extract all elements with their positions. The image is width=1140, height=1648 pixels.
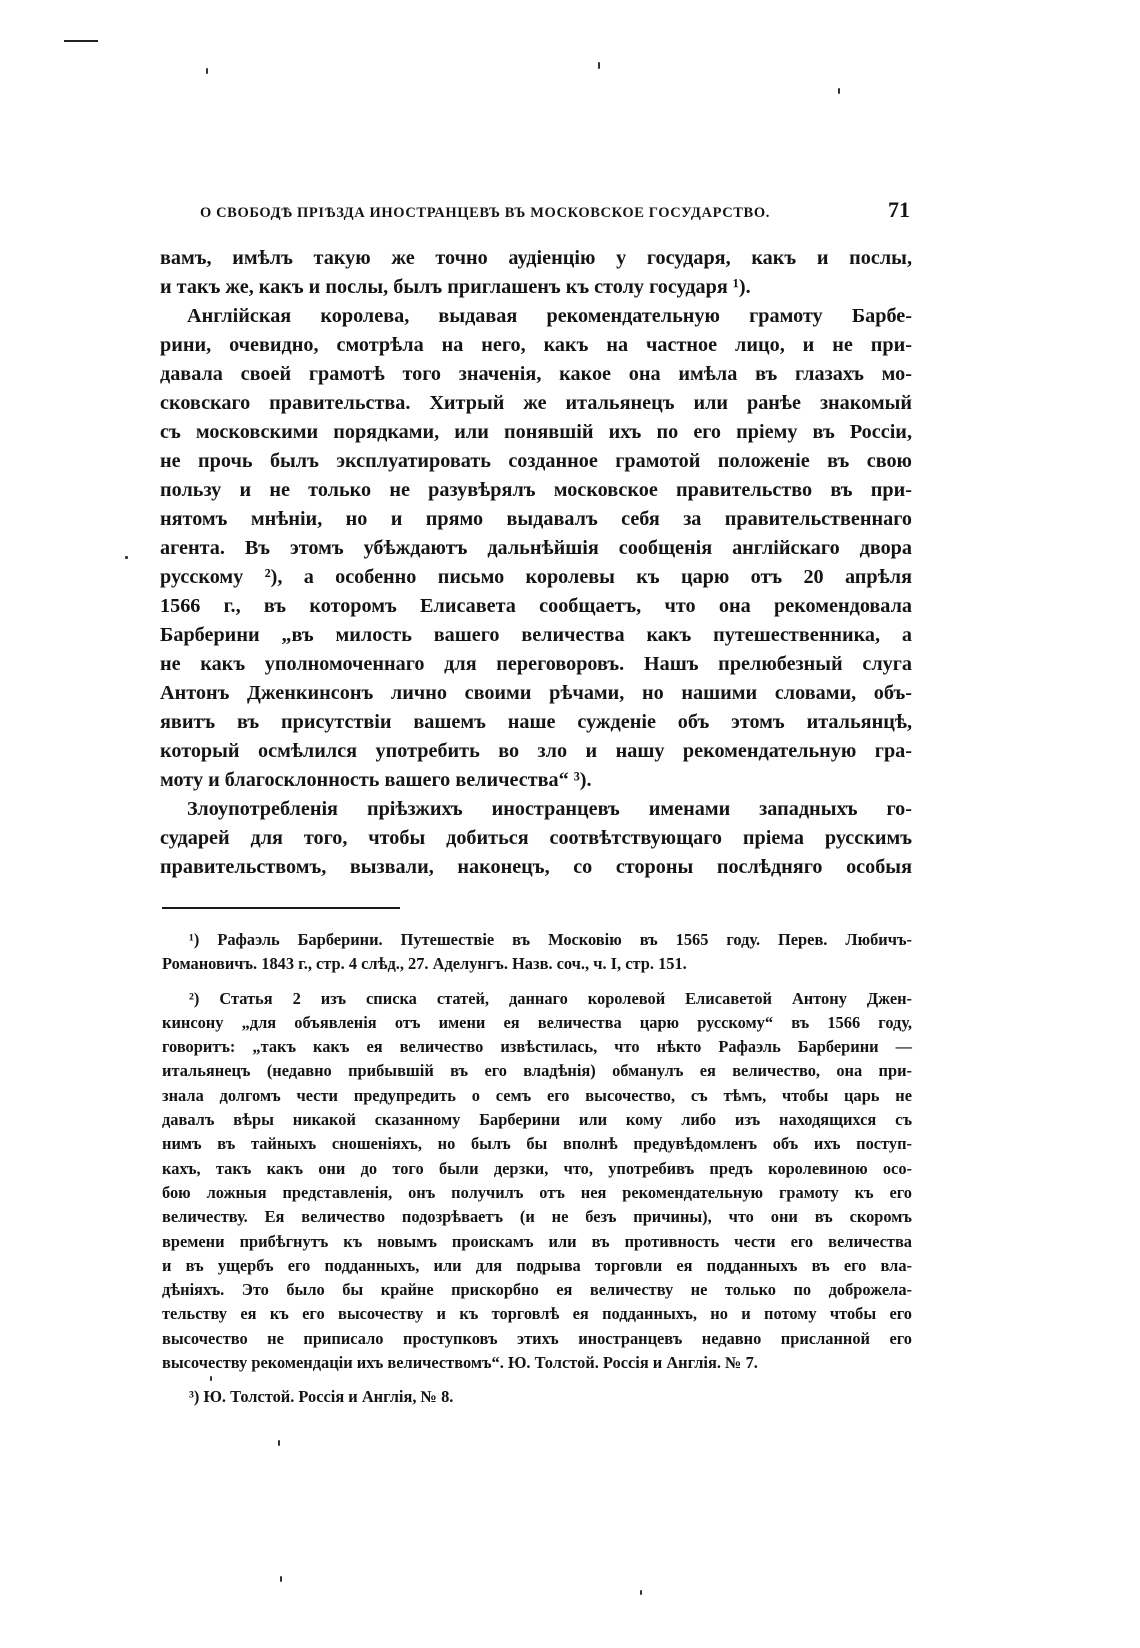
text-line: который осмѣлился употребить во зло и нашу рекомендательную гра-: [160, 740, 912, 762]
scan-speck: [640, 1590, 642, 1595]
footnote-line: говоритъ: „такъ какъ ея величество извѣстилась, что нѣкто Рафаэль Барберини —: [162, 1037, 912, 1057]
text-line: нятомъ мнѣніи, но и прямо выдавалъ себя за правительственнаго: [160, 508, 912, 530]
footnote-divider: [162, 907, 400, 909]
scan-speck: [278, 1440, 280, 1446]
text-line: Антонъ Дженкинсонъ лично своими рѣчами, но нашими словами, объ-: [160, 682, 912, 704]
scan-speck: [598, 62, 600, 69]
text-line: вамъ, имѣлъ такую же точно аудіенцію у государя, какъ и послы,: [160, 247, 912, 269]
body-text: [160, 244, 912, 882]
text-line: сударей для того, чтобы добиться соотвѣтствующаго пріема русскимъ: [160, 827, 912, 849]
text-line: давала своей грамотѣ того значенія, какое она имѣла въ глазахъ мо-: [160, 363, 912, 385]
text-line: рини, очевидно, смотрѣла на него, какъ на частное лицо, и не при-: [160, 334, 912, 356]
footnote-line: величеству. Ея величество подозрѣваетъ (и не безъ причины), что они въ скоромъ: [162, 1207, 912, 1227]
footnote-line: и въ ущербъ его подданныхъ, или для подрыва торговли ея подданныхъ въ его вла-: [162, 1255, 912, 1275]
footnote-line: высочество не приписало проступковъ этихъ иностранцевъ недавно присланной его: [162, 1328, 912, 1348]
footnote-line: бою ложныя представленія, онъ получилъ отъ нея рекомендательную грамоту къ его: [162, 1182, 912, 1202]
footnote-line: высочеству рекомендаціи ихъ величествомъ“. Ю. Толстой. Россія и Англія. № 7.: [162, 1353, 758, 1373]
scan-speck: [838, 88, 840, 94]
footnote-line: кахъ, такъ какъ они до того были дерзки, что, употребивъ предъ королевиною осо-: [162, 1158, 912, 1178]
footnote-line: ²) Статья 2 изъ списка статей, даннаго королевой Елисаветой Антону Джен-: [189, 988, 912, 1008]
text-line: Злоупотребленія пріѣзжихъ иностранцевъ именами западныхъ го-: [187, 798, 912, 820]
text-line: Барберини „въ милость вашего величества какъ путешественника, а: [160, 624, 912, 646]
running-title: О СВОБОДѢ ПРІѢЗДА ИНОСТРАНЦЕВЪ ВЪ МОСКОВСКОЕ ГОСУДАРСТВО.: [200, 205, 770, 221]
footnote-line: тельству ея къ его высочеству и къ торговлѣ ея подданныхъ, но и потому чтобы его: [162, 1304, 912, 1324]
text-line: правительствомъ, вызвали, наконецъ, со стороны послѣдняго особыя: [160, 856, 912, 878]
footnote-line: знала долгомъ чести предупредить о семъ его высочество, съ тѣмъ, чтобы царь не: [162, 1085, 912, 1105]
text-line: сковскаго правительства. Хитрый же итальянецъ или ранѣе знакомый: [160, 392, 912, 414]
text-line: агента. Въ этомъ убѣждаютъ дальнѣйшія сообщенія англійскаго двора: [160, 537, 912, 559]
footnote-line: ¹) Рафаэль Барберини. Путешествіе въ Московію въ 1565 году. Перев. Любичъ-: [189, 930, 912, 949]
text-line: Англійская королева, выдавая рекомендательную грамоту Барбе-: [187, 305, 912, 327]
scan-speck: [280, 1576, 282, 1582]
footnote-line: времени прибѣгнутъ къ новымъ проискамъ или въ противность чести его величества: [162, 1231, 912, 1251]
footnote-line: кинсону „для объявленія отъ имени ея величества царю русскому“ въ 1566 году,: [162, 1012, 912, 1032]
text-line: и такъ же, какъ и послы, былъ приглашенъ къ столу государя ¹).: [160, 276, 751, 298]
footnote-line: нимъ въ тайныхъ сношеніяхъ, но былъ бы вполнѣ предувѣдомленъ объ ихъ поступ-: [162, 1134, 912, 1154]
footnote-line: ³) Ю. Толстой. Россія и Англія, № 8.: [189, 1387, 454, 1407]
text-line: 1566 г., въ которомъ Елисавета сообщаетъ, что она рекомендовала: [160, 595, 912, 617]
text-line: моту и благосклонность вашего величества“ ³).: [160, 769, 592, 791]
footnote-line: дѣніяхъ. Это было бы крайне прискорбно ея величеству не только по доброжела-: [162, 1280, 912, 1300]
scan-speck: [206, 68, 208, 74]
text-line: съ московскими порядками, или понявшій ихъ по его пріему въ Россіи,: [160, 421, 912, 443]
footnote-line: итальянецъ (недавно прибывшій въ его владѣнія) обманулъ ея величество, она при-: [162, 1061, 912, 1081]
footnote-line: давалъ вѣры никакой сказанному Барберини или кому либо изъ находящихся съ: [162, 1110, 912, 1130]
text-line: не какъ уполномоченнаго для переговоровъ. Нашъ прелюбезный слуга: [160, 653, 912, 675]
text-line: русскому ²), а особенно письмо королевы къ царю отъ 20 апрѣля: [160, 566, 912, 588]
text-line: явитъ въ присутствіи вашемъ наше сужденіе объ этомъ итальянцѣ,: [160, 711, 912, 733]
scan-speck: [125, 556, 128, 559]
text-line: не прочь былъ эксплуатировать созданное грамотой положеніе въ свою: [160, 450, 912, 472]
footnote-line: Романовичъ. 1843 г., стр. 4 слѣд., 27. Аделунгъ. Назв. соч., ч. I, стр. 151.: [162, 954, 687, 974]
page-number: 71: [888, 197, 910, 222]
scan-edge-mark: [64, 40, 98, 42]
running-header: [200, 197, 910, 227]
footnotes: [162, 928, 912, 1410]
text-line: пользу и не только не разувѣрялъ московское правительство въ при-: [160, 479, 912, 501]
